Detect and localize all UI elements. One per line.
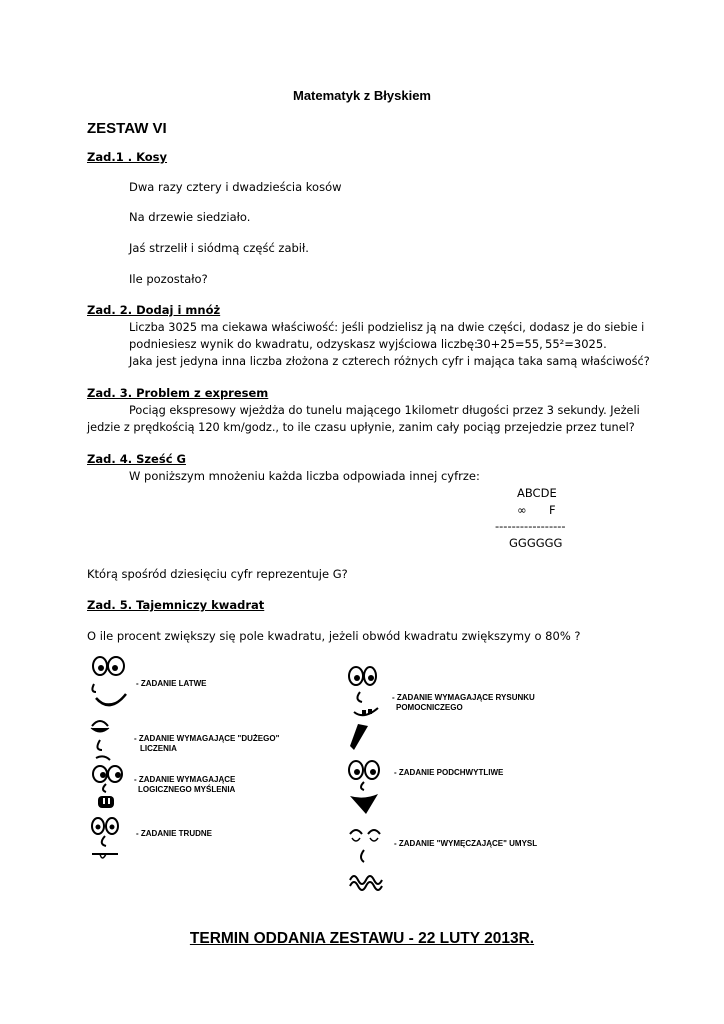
task3-text: jedzie z prędkością 120 km/godz., to ile czasu upłynie, zanim cały pociąg przejedzie przez tunel? (87, 421, 635, 434)
legend-label-drawing: - ZADANIE WYMAGAJĄCE RYSUNKU (392, 693, 535, 702)
face-hard-icon (86, 816, 136, 866)
task1-line: Ile pozostało? (129, 272, 208, 286)
task4-title: Zad. 4. Sześć G (87, 452, 186, 466)
mult-rule: ----------------- (495, 519, 566, 533)
set-heading: ZESTAW VI (87, 120, 167, 137)
face-logic-icon (86, 764, 136, 814)
legend-label-hard: - ZADANIE TRUDNE (136, 829, 212, 838)
task1-line: Jaś strzelił i siódmą część zabił. (129, 241, 309, 255)
task2-formula: 30+25=55, (476, 337, 543, 351)
mult-operator: ∞ (517, 503, 527, 517)
legend-label-calc: - ZADANIE WYMAGAJĄCE "DUŻEGO" (134, 734, 280, 743)
task2-text: Liczba 3025 ma ciekawa właściwość: jeśli podzielisz ją na dwie części, dodasz je do siebie i (129, 321, 645, 334)
task2-title: Zad. 2. Dodaj i mnóż (87, 303, 221, 317)
task1-line: Na drzewie siedziało. (129, 210, 251, 224)
mult-line2: F (549, 503, 556, 517)
face-tricky-icon (344, 758, 394, 818)
task1-title: Zad.1 . Kosy (87, 150, 168, 164)
legend-label-logic-2: LOGICZNEGO MYŚLENIA (138, 785, 236, 794)
task1-line: Dwa razy cztery i dwadzieścia kosów (129, 180, 342, 194)
task3-title: Zad. 3. Problem z expresem (87, 386, 269, 400)
legend-label-calc-2: LICZENIA (140, 744, 177, 753)
legend-label-exhausting: - ZADANIE "WYMĘCZAJĄCE" UMYSL (394, 839, 538, 848)
legend-label-logic: - ZADANIE WYMAGAJĄCE (134, 775, 236, 784)
task2-text: podniesiesz wynik do kwadratu, odzyskasz wyjściowa liczbę: (129, 337, 478, 351)
task4-question: Którą spośród dziesięciu cyfr reprezentuje G? (87, 567, 348, 581)
legend-label-drawing-2: POMOCNICZEGO (396, 703, 463, 712)
face-easy-icon (86, 654, 136, 714)
task4-text: W poniższym mnożeniu każda liczba odpowiada innej cyfrze: (129, 469, 480, 483)
legend-label-easy: - ZADANIE LATWE (136, 679, 207, 688)
deadline-footer: TERMIN ODDANIA ZESTAWU - 22 LUTY 2013R. (189, 930, 535, 947)
mult-line1: ABCDE (517, 486, 557, 500)
face-exhausting-icon (344, 824, 394, 896)
face-calc-icon (86, 716, 136, 766)
task5-title: Zad. 5. Tajemniczy kwadrat (87, 598, 265, 612)
legend-label-tricky: - ZADANIE PODCHWYTLIWE (394, 768, 504, 777)
task2-question: Jaka jest jedyna inna liczba złożona z czterech różnych cyfr i mająca taka samą właściwość? (129, 355, 650, 368)
task2-formula: 55²=3025. (545, 337, 607, 351)
face-drawing-icon (344, 664, 394, 754)
task3-text: Pociąg ekspresowy wjeżdża do tunelu mającego 1kilometr długości przez 3 sekundy. Jeżeli (129, 404, 640, 417)
task5-text: O ile procent zwiększy się pole kwadratu, jeżeli obwód kwadratu zwiększymy o 80% ? (87, 629, 581, 643)
mult-result: GGGGGG (509, 536, 563, 550)
page-title: Matematyk z Błyskiem (292, 88, 431, 103)
